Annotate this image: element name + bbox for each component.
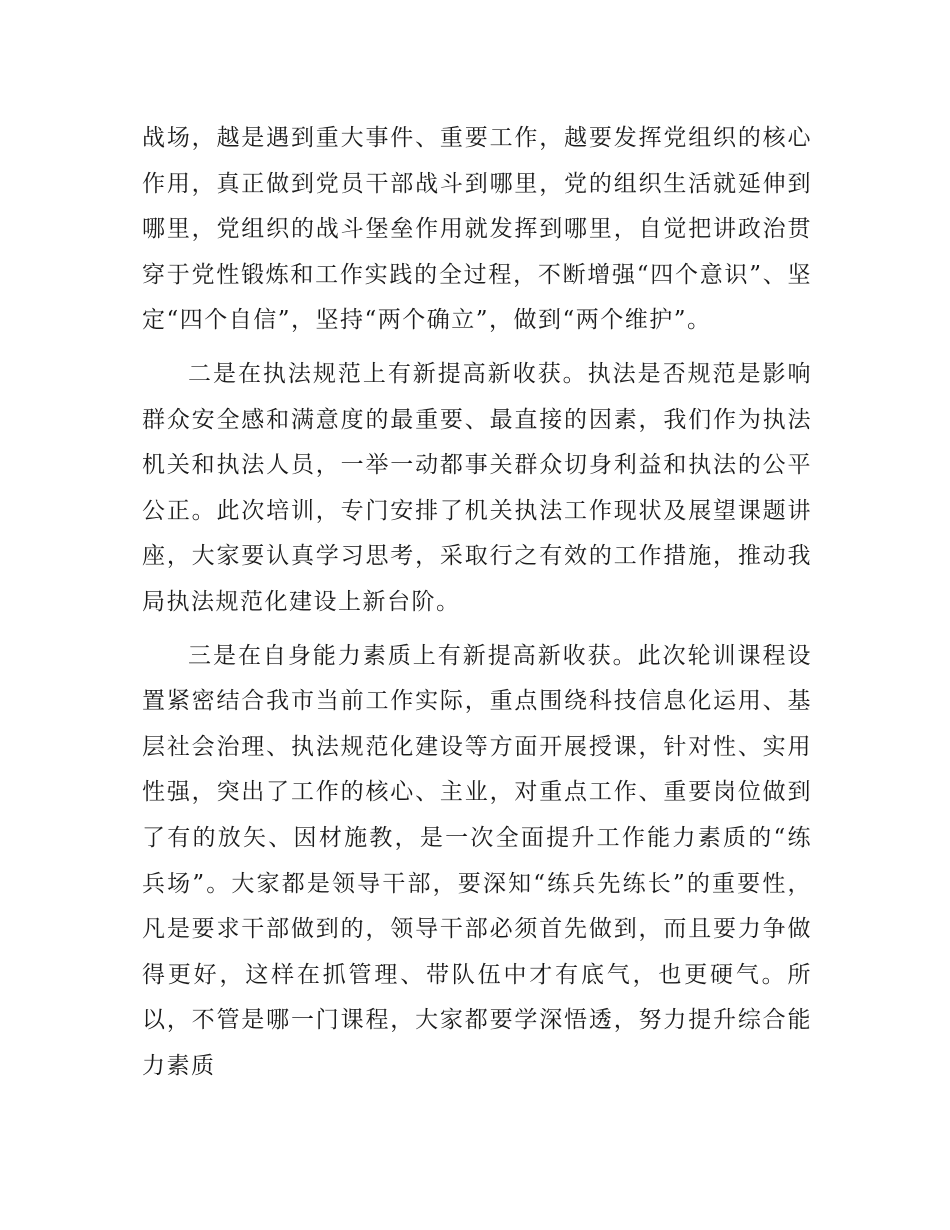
paragraph-3: 三是在自身能力素质上有新提高新收获。此次轮训课程设置紧密结合我市当前工作实际，重点围绕科技信息化运用、基层社会治理、执法规范化建设等方面开展授课，针对性、实用性强，突出了工作的核心、主业，对重点工作、重要岗位做到了有的放矢、因材施教，是一次全面提升工作能力素质的“练兵场”。大家都是领导干部，要深知“练兵先练长”的重要性，凡是要求干部做到的，领导干部必须首先做到，而且要力争做得更好，这样在抓管理、带队伍中才有底气，也更硬气。所以，不管是哪一门课程，大家都要学深悟透，努力提升综合能力素质: [142, 642, 812, 1079]
document-body: [142, 116, 812, 1097]
paragraph-1: 战场，越是遇到重大事件、重要工作，越要发挥党组织的核心作用，真正做到党员干部战斗到哪里，党的组织生活就延伸到哪里，党组织的战斗堡垒作用就发挥到哪里，自觉把讲政治贯穿于党性锻炼和工作实践的全过程，不断增强“四个意识”、坚定“四个自信”，坚持“两个确立”，做到“两个维护”。: [142, 125, 812, 334]
paragraph-2: 二是在执法规范上有新提高新收获。执法是否规范是影响群众安全感和满意度的最重要、最直接的因素，我们作为执法机关和执法人员，一举一动都事关群众切身利益和执法的公平公正。此次培训，专门安排了机关执法工作现状及展望课题讲座，大家要认真学习思考，采取行之有效的工作措施，推动我局执法规范化建设上新台阶。: [142, 360, 812, 615]
